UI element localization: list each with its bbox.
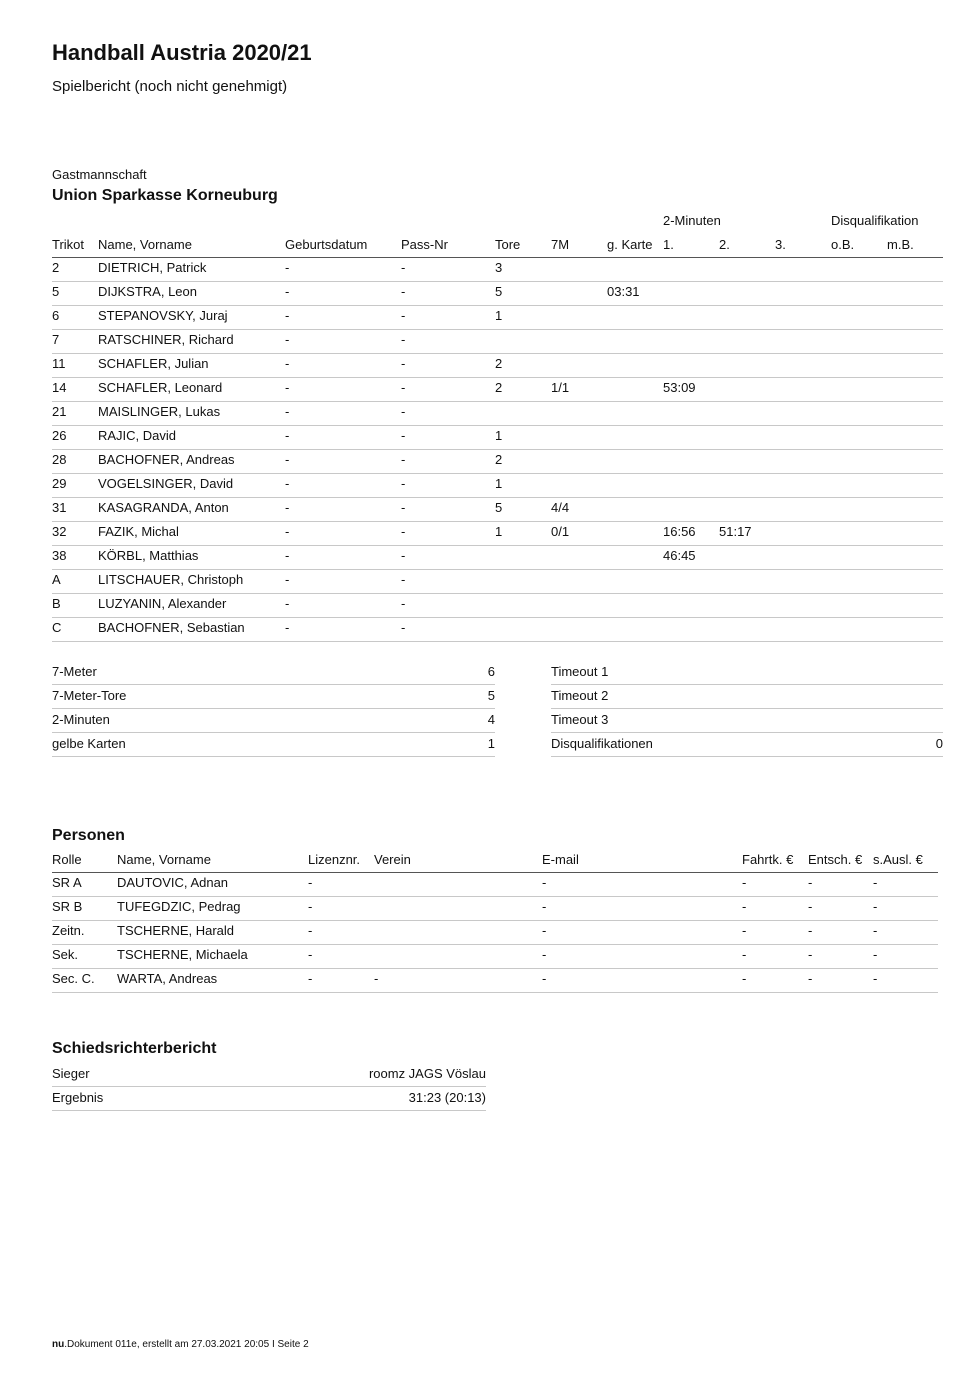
person-cell: Sec. C. — [52, 971, 95, 986]
player-cell: - — [285, 308, 290, 323]
person-cell: - — [542, 923, 547, 938]
report-row — [52, 1087, 486, 1111]
players-col-header: Pass-Nr — [401, 237, 448, 252]
player-row — [52, 354, 943, 378]
player-cell: 32 — [52, 524, 67, 539]
player-cell: - — [401, 428, 406, 443]
person-cell: Zeitn. — [52, 923, 85, 938]
person-cell: - — [308, 971, 313, 986]
players-col-header: Tore — [495, 237, 521, 252]
player-cell: VOGELSINGER, David — [98, 476, 234, 491]
player-row — [52, 330, 943, 354]
person-cell: WARTA, Andreas — [117, 971, 218, 986]
person-cell: SR A — [52, 875, 82, 890]
player-cell: - — [401, 620, 406, 635]
player-cell: - — [401, 548, 406, 563]
person-cell: - — [542, 899, 547, 914]
two-minutes-group-label: 2-Minuten — [663, 213, 721, 228]
summary-value: 0 — [935, 736, 943, 751]
player-cell: RAJIC, David — [98, 428, 177, 443]
player-cell: STEPANOVSKY, Juraj — [98, 308, 228, 323]
footer-text: .Dokument 011e, erstellt am 27.03.2021 20:05 I Seite 2 — [64, 1339, 309, 1350]
player-row — [52, 498, 943, 522]
player-cell: 2 — [495, 356, 503, 371]
player-cell: SCHAFLER, Julian — [98, 356, 209, 371]
player-cell: - — [285, 620, 290, 635]
players-col-header: Name, Vorname — [98, 237, 192, 252]
personen-col-header: s.Ausl. € — [873, 852, 923, 867]
player-cell: - — [401, 356, 406, 371]
footer-brand: nu — [52, 1339, 65, 1350]
person-row — [52, 921, 938, 945]
personen-col-header: Fahrtk. € — [742, 852, 794, 867]
person-cell: - — [542, 971, 547, 986]
player-cell: - — [285, 572, 290, 587]
report-row — [52, 1063, 486, 1087]
personen-title: Personen — [52, 827, 125, 844]
players-col-header: g. Karte — [607, 237, 653, 252]
player-cell: 2 — [52, 260, 60, 275]
player-cell: 38 — [52, 548, 67, 563]
summary-label: Disqualifikationen — [551, 736, 653, 751]
player-cell: SCHAFLER, Leonard — [98, 380, 223, 395]
person-cell: - — [808, 923, 813, 938]
player-cell: 03:31 — [607, 284, 640, 299]
report-label: Sieger — [52, 1066, 90, 1081]
player-cell: C — [52, 620, 62, 635]
personen-col-header: Verein — [374, 852, 411, 867]
player-cell: - — [401, 380, 406, 395]
players-col-header: Trikot — [52, 237, 85, 252]
player-cell: FAZIK, Michal — [98, 524, 179, 539]
personen-col-header: Entsch. € — [808, 852, 863, 867]
summary-label: Timeout 1 — [551, 664, 609, 679]
player-cell: 5 — [52, 284, 60, 299]
summary-row — [551, 685, 943, 709]
player-row — [52, 402, 943, 426]
players-table-header — [52, 235, 943, 258]
player-cell: 1/1 — [551, 380, 570, 395]
player-row — [52, 282, 943, 306]
report-label: Ergebnis — [52, 1090, 104, 1105]
person-cell: - — [742, 947, 747, 962]
player-cell: - — [285, 476, 290, 491]
player-cell: LITSCHAUER, Christoph — [98, 572, 244, 587]
summary-label: gelbe Karten — [52, 736, 126, 751]
summary-row — [52, 685, 495, 709]
player-cell: 0/1 — [551, 524, 570, 539]
person-cell: - — [873, 875, 878, 890]
person-cell: - — [808, 899, 813, 914]
player-cell: - — [285, 380, 290, 395]
player-cell: - — [285, 548, 290, 563]
summary-value: 4 — [487, 712, 495, 727]
summary-row — [52, 709, 495, 733]
report-value: 31:23 (20:13) — [408, 1090, 486, 1105]
player-cell: 1 — [495, 428, 503, 443]
player-cell: 26 — [52, 428, 67, 443]
player-cell: 7 — [52, 332, 60, 347]
player-cell: A — [52, 572, 61, 587]
person-cell: - — [873, 923, 878, 938]
summary-value: 1 — [487, 736, 495, 751]
player-cell: - — [401, 260, 406, 275]
disqualification-group-label: Disqualifikation — [831, 213, 919, 228]
player-cell: - — [285, 356, 290, 371]
player-cell: 29 — [52, 476, 67, 491]
person-cell: - — [742, 899, 747, 914]
person-cell: SR B — [52, 899, 83, 914]
player-cell: 3 — [495, 260, 503, 275]
person-row — [52, 969, 938, 993]
person-cell: DAUTOVIC, Adnan — [117, 875, 229, 890]
person-cell: - — [873, 971, 878, 986]
player-cell: 2 — [495, 452, 503, 467]
person-cell: - — [808, 875, 813, 890]
personen-col-header: Rolle — [52, 852, 82, 867]
player-cell: RATSCHINER, Richard — [98, 332, 234, 347]
player-cell: 5 — [495, 500, 503, 515]
summary-row — [551, 661, 943, 685]
player-cell: 16:56 — [663, 524, 696, 539]
player-cell: - — [285, 596, 290, 611]
player-cell: 31 — [52, 500, 67, 515]
player-cell: - — [285, 260, 290, 275]
player-cell: B — [52, 596, 61, 611]
player-cell: 4/4 — [551, 500, 570, 515]
players-col-header: 7M — [551, 237, 570, 252]
player-row — [52, 618, 943, 642]
player-cell: - — [401, 500, 406, 515]
person-cell: - — [808, 971, 813, 986]
player-cell: 21 — [52, 404, 67, 419]
player-cell: - — [401, 308, 406, 323]
player-cell: 51:17 — [719, 524, 752, 539]
page-subtitle: Spielbericht (noch nicht genehmigt) — [52, 78, 288, 95]
summary-value: 6 — [487, 664, 495, 679]
person-cell: - — [542, 947, 547, 962]
player-cell: 5 — [495, 284, 503, 299]
team-side-label: Gastmannschaft — [52, 167, 147, 182]
person-cell: TSCHERNE, Michaela — [117, 947, 248, 962]
summary-label: Timeout 2 — [551, 688, 609, 703]
person-cell: - — [742, 923, 747, 938]
player-cell: 11 — [52, 356, 66, 371]
page-title: Handball Austria 2020/21 — [52, 40, 312, 65]
person-cell: - — [742, 875, 747, 890]
person-row — [52, 897, 938, 921]
summary-label: 7-Meter — [52, 664, 97, 679]
player-cell: 53:09 — [663, 380, 696, 395]
player-cell: - — [285, 452, 290, 467]
person-cell: Sek. — [52, 947, 79, 962]
player-row — [52, 306, 943, 330]
person-cell: - — [542, 875, 547, 890]
player-row — [52, 546, 943, 570]
player-row — [52, 378, 943, 402]
player-cell: LUZYANIN, Alexander — [98, 596, 227, 611]
person-row — [52, 873, 938, 897]
person-cell: - — [308, 947, 313, 962]
person-cell: TUFEGDZIC, Pedrag — [117, 899, 241, 914]
players-col-header: Geburtsdatum — [285, 237, 368, 252]
person-cell: - — [374, 971, 379, 986]
player-cell: 1 — [495, 476, 503, 491]
player-cell: - — [401, 524, 406, 539]
summary-row — [551, 733, 943, 757]
player-cell: - — [401, 476, 406, 491]
players-col-header: 2. — [719, 237, 730, 252]
person-cell: - — [873, 947, 878, 962]
player-cell: - — [285, 284, 290, 299]
player-cell: 2 — [495, 380, 503, 395]
player-row — [52, 474, 943, 498]
player-cell: 1 — [495, 308, 503, 323]
person-cell: - — [873, 899, 878, 914]
player-cell: - — [285, 500, 290, 515]
personen-col-header: Lizenznr. — [308, 852, 361, 867]
player-cell: - — [401, 572, 406, 587]
player-cell: - — [285, 524, 290, 539]
player-cell: 28 — [52, 452, 67, 467]
report-value: roomz JAGS Vöslau — [368, 1066, 486, 1081]
person-row — [52, 945, 938, 969]
player-cell: BACHOFNER, Andreas — [98, 452, 235, 467]
players-col-header: 1. — [663, 237, 674, 252]
player-cell: DIJKSTRA, Leon — [98, 284, 197, 299]
person-cell: - — [308, 923, 313, 938]
player-cell: 6 — [52, 308, 60, 323]
player-cell: DIETRICH, Patrick — [98, 260, 207, 275]
person-cell: - — [808, 947, 813, 962]
players-col-header: m.B. — [887, 237, 914, 252]
summary-row — [52, 733, 495, 757]
player-cell: MAISLINGER, Lukas — [98, 404, 221, 419]
player-cell: - — [401, 284, 406, 299]
player-row — [52, 594, 943, 618]
player-row — [52, 522, 943, 546]
player-row — [52, 426, 943, 450]
team-name: Union Sparkasse Korneuburg — [52, 187, 278, 204]
person-cell: - — [308, 899, 313, 914]
personen-table-header — [52, 850, 938, 873]
player-row — [52, 450, 943, 474]
player-cell: 46:45 — [663, 548, 696, 563]
personen-col-header: Name, Vorname — [117, 852, 211, 867]
person-cell: - — [308, 875, 313, 890]
player-cell: BACHOFNER, Sebastian — [98, 620, 245, 635]
players-col-header: 3. — [775, 237, 786, 252]
person-cell: TSCHERNE, Harald — [117, 923, 235, 938]
player-cell: 14 — [52, 380, 67, 395]
player-cell: 1 — [495, 524, 503, 539]
report-title: Schiedsrichterbericht — [52, 1040, 217, 1057]
players-group-header — [52, 213, 943, 231]
player-row — [52, 258, 943, 282]
player-cell: - — [285, 404, 290, 419]
summary-value: 5 — [487, 688, 495, 703]
player-cell: KASAGRANDA, Anton — [98, 500, 229, 515]
player-cell: - — [401, 596, 406, 611]
player-cell: - — [401, 332, 406, 347]
players-col-header: o.B. — [831, 237, 855, 252]
player-cell: - — [285, 428, 290, 443]
player-row — [52, 570, 943, 594]
summary-label: Timeout 3 — [551, 712, 609, 727]
player-cell: - — [285, 332, 290, 347]
summary-row — [52, 661, 495, 685]
player-cell: - — [401, 452, 406, 467]
player-cell: KÖRBL, Matthias — [98, 548, 199, 563]
person-cell: - — [742, 971, 747, 986]
player-cell: - — [401, 404, 406, 419]
footer — [52, 1339, 309, 1350]
summary-row — [551, 709, 943, 733]
personen-col-header: E-mail — [542, 852, 579, 867]
summary-label: 2-Minuten — [52, 712, 110, 727]
summary-label: 7-Meter-Tore — [52, 688, 127, 703]
